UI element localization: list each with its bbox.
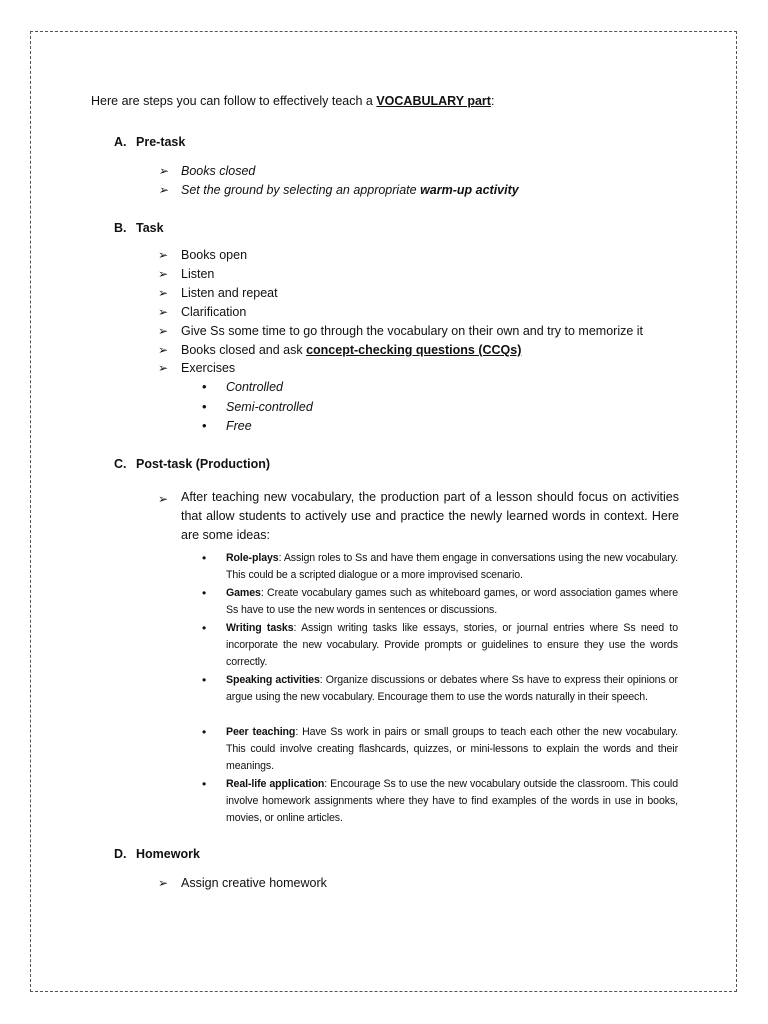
idea-text: : Have Ss work in pairs or small groups to teach each other the new vocabulary. This could involve creating flashcards, quizzes, or mini-lessons to explain the words and their meanings. — [226, 726, 678, 772]
list-item — [158, 324, 644, 338]
paragraph-text: After teaching new vocabulary, the production part of a lesson should focus on activities that allow students to actively use and practice the newly learned words in context. Here are some ideas: — [181, 490, 679, 542]
intro-line — [91, 94, 494, 108]
list-item-text: Books open — [181, 248, 248, 262]
idea-text: : Create vocabulary games such as whiteboard games, or word association games where Ss have to use the new words in sentences or discussions. — [226, 587, 678, 616]
sub-list-item-text: Free — [226, 419, 252, 433]
list-item — [158, 183, 519, 197]
idea-item-peer-teaching — [202, 724, 678, 775]
sub-list-item-text: Semi-controlled — [226, 400, 313, 414]
list-item-text: Clarification — [181, 305, 247, 319]
list-item — [158, 343, 522, 357]
idea-text: : Organize discussions or debates where Ss have to express their opinions or argue using the new vocabulary. Encourage them to use the words naturally in their speech. — [226, 674, 678, 703]
arrow-bullet-icon: ➢ — [158, 183, 169, 197]
list-item — [158, 361, 236, 375]
list-item-emphasis: warm-up activity — [420, 183, 519, 197]
section-letter: C. — [114, 457, 127, 471]
bullet-icon: • — [202, 551, 207, 565]
section-letter: A. — [114, 135, 127, 149]
bullet-icon: • — [202, 673, 207, 687]
idea-term: Speaking activities — [226, 674, 320, 686]
arrow-bullet-icon: ➢ — [158, 876, 169, 890]
arrow-bullet-icon: ➢ — [158, 305, 169, 319]
list-item — [158, 164, 256, 178]
idea-text: : Encourage Ss to use the new vocabulary outside the classroom. This could involve homework assignments where they have to find examples of the words in use in books, movies, or online articles. — [226, 778, 678, 824]
section-heading-a — [114, 135, 185, 149]
sub-list-item-text: Controlled — [226, 380, 283, 394]
arrow-bullet-icon: ➢ — [158, 361, 169, 375]
bullet-icon: • — [202, 586, 207, 600]
section-title: Homework — [136, 847, 200, 861]
section-heading-d — [114, 847, 200, 861]
idea-term: Games — [226, 587, 261, 599]
idea-item-writing-tasks — [202, 620, 678, 671]
arrow-bullet-icon: ➢ — [158, 324, 169, 338]
sub-list-item — [202, 418, 252, 433]
idea-term: Role-plays — [226, 552, 279, 564]
section-heading-c — [114, 457, 270, 471]
list-item — [158, 305, 247, 319]
idea-item-role-plays — [202, 550, 678, 584]
bullet-icon: • — [202, 379, 207, 394]
arrow-bullet-icon: ➢ — [158, 343, 169, 357]
list-item-text: Give Ss some time to go through the vocabulary on their own and try to memorize it — [181, 324, 644, 338]
sub-list-item — [202, 379, 283, 394]
section-letter: D. — [114, 847, 127, 861]
idea-text: : Assign writing tasks like essays, stories, or journal entries where Ss need to incorporate the new vocabulary. Provide prompts or guidelines to ensure they use the words correctly. — [226, 622, 678, 668]
bullet-icon: • — [202, 399, 207, 414]
arrow-bullet-icon: ➢ — [158, 286, 169, 300]
arrow-bullet-icon: ➢ — [158, 248, 169, 262]
idea-term: Writing tasks — [226, 622, 294, 634]
production-paragraph — [158, 488, 679, 545]
bullet-icon: • — [202, 777, 207, 791]
section-letter: B. — [114, 221, 127, 235]
bullet-icon: • — [202, 621, 207, 635]
section-title: Post-task (Production) — [136, 457, 271, 471]
list-item-text: Listen — [181, 267, 215, 281]
idea-term: Real-life application — [226, 778, 325, 790]
intro-suffix: : — [490, 94, 495, 108]
list-item-text: Exercises — [181, 361, 236, 375]
section-title: Task — [136, 221, 164, 235]
list-item-text: Books closed and ask — [181, 343, 307, 357]
idea-item-real-life-application — [202, 776, 678, 827]
idea-term: Peer teaching — [226, 726, 296, 738]
arrow-bullet-icon: ➢ — [158, 267, 169, 281]
idea-item-games — [202, 585, 678, 619]
section-heading-b — [114, 221, 164, 235]
list-item — [158, 286, 278, 300]
section-title: Pre-task — [136, 135, 186, 149]
list-item-text: Set the ground by selecting an appropriate — [181, 183, 421, 197]
idea-text: : Assign roles to Ss and have them engage in conversations using the new vocabulary. This could be a scripted dialogue or a more improvised scenario. — [226, 552, 678, 581]
list-item — [158, 876, 327, 890]
idea-item-speaking-activities — [202, 672, 678, 706]
list-item-text: Listen and repeat — [181, 286, 278, 300]
intro-emphasis: VOCABULARY part — [376, 94, 491, 108]
intro-text: Here are steps you can follow to effectively teach a — [91, 94, 377, 108]
list-item — [158, 248, 248, 262]
bullet-icon: • — [202, 725, 207, 739]
arrow-bullet-icon: ➢ — [158, 164, 169, 178]
list-item-text: Assign creative homework — [181, 876, 327, 890]
bullet-icon: • — [202, 418, 207, 433]
sub-list-item — [202, 399, 313, 414]
ccq-emphasis: concept-checking questions (CCQs) — [306, 343, 522, 357]
list-item-text: Books closed — [181, 164, 256, 178]
list-item — [158, 267, 215, 281]
arrow-bullet-icon: ➢ — [158, 492, 169, 506]
